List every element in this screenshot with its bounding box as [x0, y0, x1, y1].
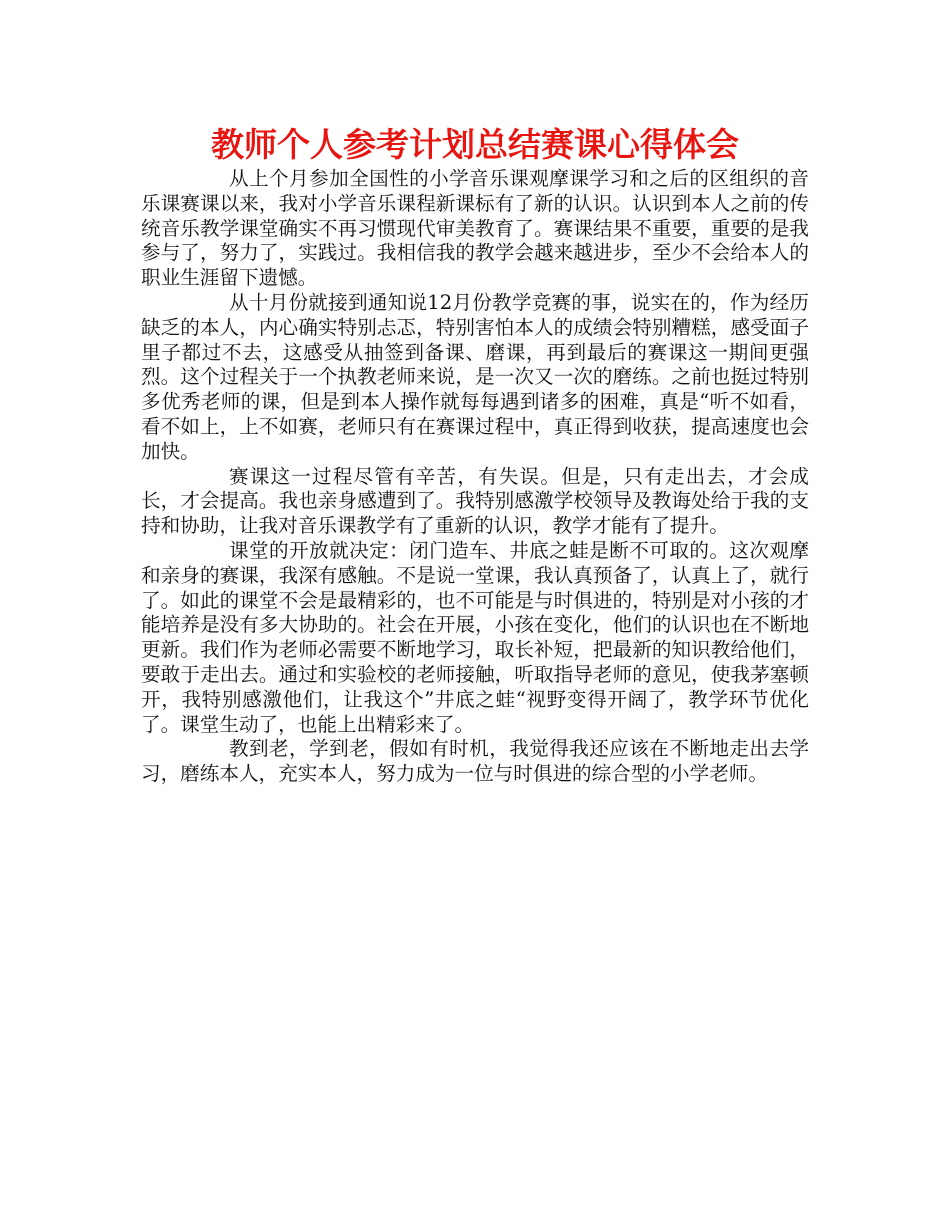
- paragraph-2: 从十月份就接到通知说12月份教学竞赛的事，说实在的，作为经历缺乏的本人，内心确实特别忐忑，特别害怕本人的成绩会特别糟糕，感受面子里子都过不去，这感受从抽签到备课、磨课，再到最后的赛课这一期间更强烈。这个过程关于一个执教老师来说，是一次又一次的磨练。之前也挺过特别多优秀老师的课，但是到本人操作就每每遇到诸多的困难，真是“听不如看，看不如上，上不如赛，老师只有在赛课过程中，真正得到收获，提高速度也会加快。: [141, 290, 809, 463]
- document-title: 教师个人参考计划总结赛课心得体会: [211, 125, 739, 164]
- paragraph-5: 教到老，学到老，假如有时机，我觉得我还应该在不断地走出去学习，磨练本人，充实本人，努力成为一位与时俱进的综合型的小学老师。: [141, 737, 809, 786]
- document-body: [141, 167, 809, 787]
- paragraph-3: 赛课这一过程尽管有辛苦，有失误。但是，只有走出去，才会成长，才会提高。我也亲身感遭到了。我特别感激学校领导及教诲处给于我的支持和协助，让我对音乐课教学有了重新的认识，教学才能有了提升。: [141, 464, 809, 538]
- paragraph-4: 课堂的开放就决定：闭门造车、井底之蛙是断不可取的。这次观摩和亲身的赛课，我深有感触。不是说一堂课，我认真预备了，认真上了，就行了。如此的课堂不会是最精彩的，也不可能是与时俱进的，特别是对小孩的才能培养是没有多大协助的。社会在开展，小孩在变化，他们的认识也在不断地更新。我们作为老师必需要不断地学习，取长补短，把最新的知识教给他们，要敢于走出去。通过和实验校的老师接触，听取指导老师的意见，使我茅塞顿开，我特别感激他们，让我这个”井底之蛙“视野变得开阔了，教学环节优化了。课堂生动了，也能上出精彩来了。: [141, 538, 809, 736]
- paragraph-1: 从上个月参加全国性的小学音乐课观摩课学习和之后的区组织的音乐课赛课以来，我对小学音乐课程新课标有了新的认识。认识到本人之前的传统音乐教学课堂确实不再习惯现代审美教育了。赛课结果不重要，重要的是我参与了，努力了，实践过。我相信我的教学会越来越进步，至少不会给本人的职业生涯留下遗憾。: [141, 167, 809, 290]
